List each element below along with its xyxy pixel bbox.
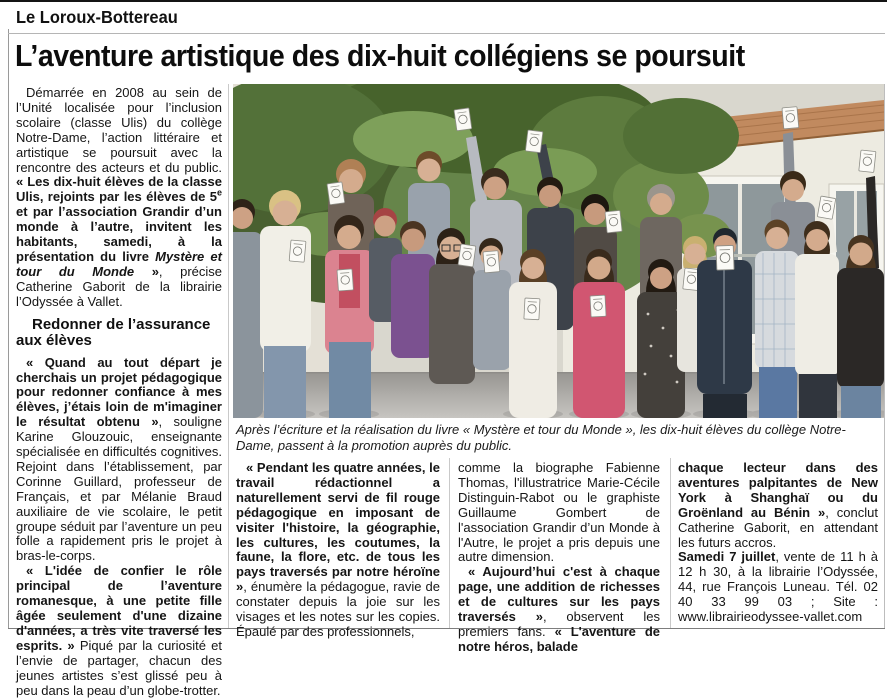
article-column-3 (678, 461, 878, 625)
column-separator-1 (449, 458, 450, 628)
article-paragraph: « Aujourd’hui c'est à chaque page, une addition de richesses et de cultures sur les pays traversés », observent les premiers fans. « L'aventure de notre héros, balade (458, 564, 661, 654)
article-headline: L’aventure artistique des dix-huit collégiens se poursuit (15, 38, 745, 73)
article-paragraph: « L'idée de confier le rôle principal de l’aventure romanesque, à une petite fille âgée seulement d'une dizaine d'années, a très vite traversé les esprits. » Piqué par la curiosité et l’envie de partager, chacun des jeunes artistes s’est glissé peu à peu dans la peau d’un globe-trotter. (16, 563, 223, 698)
column-separator-left (228, 84, 229, 628)
clipping-border-top (0, 0, 887, 2)
photo-region (233, 84, 884, 418)
article-column-1 (236, 461, 440, 640)
section-kicker: Le Loroux-Bottereau (16, 7, 178, 27)
article-paragraph: chaque lecteur dans des aventures palpitantes de New York à Shanghaï ou du Groënland au Bénin », conclut Catherine Gaborit, en attendant les futurs accros. (678, 460, 878, 550)
article-subhead: Redonner de l’assurance aux élèves (16, 315, 211, 350)
article-lead-column (16, 86, 222, 698)
photo-caption: Après l’écriture et la réalisation du livre « Mystère et tour du Monde », les dix-huit élèves du collège Notre-Dame, passent à la promotion auprès du public. (236, 422, 846, 453)
article-paragraph: « Quand au tout départ je cherchais un projet pédagogique pour redonner confiance à mes élèves, j’étais loin de m'imaginer le résultat obtenu », souligne Karine Glouzouic, enseignante spécialisée en difficultés cognitives. Rejoint dans l’établissement, par Corinne Guillard, professeur de Français, et par Mélanie Braud auxiliaire de vie scolaire, le petit groupe séduit par l’aventure un peu folle a rapidement pris le projet à bras-le-corps. (16, 354, 222, 564)
article-paragraph: comme la biographe Fabienne Thomas, l'illustratrice Marie-Cécile Distinguin-Rabot ou le graphiste Guillaume Gombert de l'association Grandir d’un Monde à l'Autre, le projet a pris depuis une autre dimension. (458, 460, 660, 565)
kicker-rule (8, 33, 885, 34)
article-paragraph: « Pendant les quatre années, le travail rédactionnel a naturellement servi de fil rouge pédagogique en imposant de visiter l'histoire, la géographie, les cultures, les coutumes, la faune, la flore, etc. de tous les pays traversés par notre héroïne », énumère la pédagogue, ravie de constater depuis la joie sur les visages et les notes sur les copies. Épaulé par des professionnels, (236, 460, 440, 639)
column-separator-2 (670, 458, 671, 628)
article-column-2 (458, 461, 660, 655)
article-paragraph: Démarrée en 2008 au sein de l’Unité localisée pour l’inclusion scolaire (classe Ulis) du collège Notre-Dame, l’action littéraire et artistique se poursuit avec la rencontre des acteurs et du public. « Les dix-huit élèves de la classe Ulis, rejoints par les élèves de 5e et par l’association Grandir d’un monde à l’autre, invitent les habitants, samedi, à la présentation du livre Mystère et tour du Monde », précise Catherine Gaborit de la librairie l’Odyssée à Vallet. (16, 85, 222, 309)
clipping-border-right (884, 84, 885, 629)
event-info: Samedi 7 juillet, vente de 11 h à 12 h 30, à la librairie l’Odyssée, 44, rue François Luneau. Tél. 02 40 33 99 03 ; Site : www.librairieodyssee-vallet.com (678, 549, 878, 625)
article-photo (233, 84, 884, 418)
clipping-border-left (8, 29, 9, 629)
